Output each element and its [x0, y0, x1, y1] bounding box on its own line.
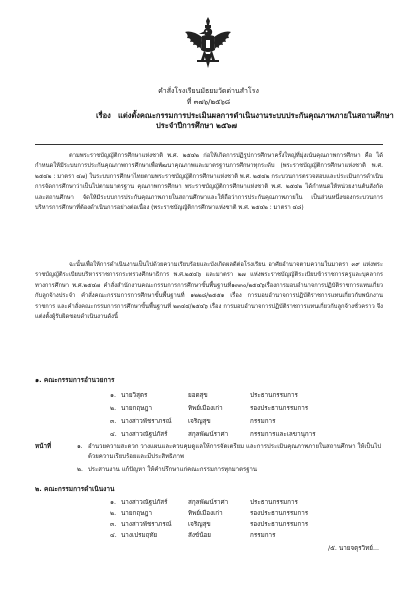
member-number: ๑.: [110, 499, 116, 506]
member-role: กรรมการและเลขานุการ: [250, 431, 316, 438]
member-number: ๒.: [110, 510, 117, 517]
committee-row: [0, 430, 417, 440]
member-name: นายกฤษฎา: [121, 510, 153, 517]
committee-row: [0, 417, 417, 427]
subject-line-1: แต่งตั้งคณะกรรมการประเมินผลการดำเนินงานระบบประกันคุณภาพภายในสถานศึกษา: [118, 111, 394, 120]
member-role: รองประธานกรรมการ: [250, 510, 309, 517]
member-surname: สกุลพัฒน์ราศา: [188, 499, 229, 506]
order-number: ที่ ๓๗๖/๒๕๖๘: [186, 98, 231, 106]
committee-row: [0, 404, 417, 414]
member-name: นายกฤษฎา: [121, 405, 153, 412]
member-number: ๒.: [110, 405, 117, 412]
duty-item: [77, 442, 382, 462]
committee-row: [0, 531, 417, 541]
member-number: ๓.: [110, 521, 117, 528]
committee-row: [0, 391, 417, 401]
header-divider: [35, 144, 383, 145]
paragraph-1-text: ตามพระราชบัญญัติการศึกษาแห่งชาติ พ.ศ. ๒๕๔๒ ก่อให้เกิดการปฏิรูปการศึกษาครั้งใหญ่ที่มุ่งเน้นคุณภาพการศึกษา คือ ได้กำหนดให้มีระบบการประกันคุณภาพการศึกษาเพื่อพัฒนาคุณภาพและมาตรฐานการศึกษาทุกระดับ (พระราชบัญญัติการศึกษาแห่งชาติ พ.ศ. ๒๕๔๒ : มาตรา ๔๗) ในระบบการศึกษาไทยตามพระราชบัญญัติการศึกษาแห่งชาติ พ.ศ. ๒๕๔๒ กระบวนการตรวจสอบและประเมินการดำเนินการจัดการศึกษาว่าเป็นไปตามมาตรฐาน คุณภาพการศึกษา พระราชบัญญัติการศึกษาแห่งชาติ พ.ศ. ๒๕๔๒ ได้กำหนดให้หน่วยงานต้นสังกัดและสถานศึกษา จัดให้มีระบบการประกันคุณภาพภายในสถานศึกษาและให้ถือว่าการประกันคุณภาพภายใน เป็นส่วนหนึ่งของกระบวนการบริหารการศึกษาที่ต้องดำเนินการอย่างต่อเนื่อง (พระราชบัญญัติการศึกษาแห่งชาติ พ.ศ. ๒๕๔๒ : มาตรา ๔๘): [35, 153, 383, 212]
order-subject: [96, 111, 396, 131]
member-role: ประธานกรรมการ: [250, 499, 298, 506]
member-surname: เจริญสุข: [188, 418, 211, 425]
garuda-emblem-icon: [183, 16, 233, 72]
member-role: รองประธานกรรมการ: [250, 405, 309, 412]
section-2-title: ๒. คณะกรรมการดำเนินงาน: [35, 485, 115, 493]
duty-number: ๑.: [77, 443, 83, 450]
member-number: ๔.: [110, 431, 117, 438]
member-name: นางสาวณัฐปภัสร์: [121, 431, 168, 438]
duty-label: หน้าที่: [35, 443, 52, 450]
member-role: รองประธานกรรมการ: [250, 521, 309, 528]
duty-text: อำนวยความสะดวก วางแผนและควบคุมดูแลให้การจัดเตรียม และการประเมินคุณภาพภายในสถานศึกษา ให้เป็นไปด้วยความเรียบร้อยและมีประสิทธิภาพ: [88, 443, 382, 460]
committee-row: [0, 498, 417, 508]
member-surname: สกุลพัฒน์ราศา: [188, 431, 229, 438]
duty-text: ประสานงาน แก้ปัญหา ให้คำปรึกษาแก่คณะกรรมการทุกมาตรฐาน: [88, 466, 257, 473]
member-surname: ยอดสุข: [188, 392, 208, 399]
member-surname: สังข์น้อย: [188, 532, 211, 539]
subject-line-2: ประจำปีการศึกษา ๒๕๖๗: [156, 121, 238, 130]
page-continuation: /๕. นายจตุรวิทย์...: [328, 545, 379, 552]
member-name: นางสาวณัฐปภัสร์: [121, 499, 168, 506]
member-name: นางเปรมฤทัย: [121, 532, 158, 539]
member-number: ๔.: [110, 532, 117, 539]
member-name: นายวิสุตร: [121, 392, 148, 399]
member-number: ๑.: [110, 392, 116, 399]
paragraph-2: [35, 260, 383, 322]
committee-row: [0, 509, 417, 519]
member-name: นางสาวพัชราภรณ์: [121, 521, 172, 528]
member-role: กรรมการ: [250, 532, 276, 539]
member-name: นางสาวพัชราภรณ์: [121, 418, 172, 425]
paragraph-1: [35, 151, 383, 213]
member-surname: เจริญสุข: [188, 521, 211, 528]
member-surname: ทิพย์เมืองเก่า: [188, 510, 223, 517]
committee-row: [0, 520, 417, 530]
duty-item: [77, 465, 382, 475]
order-title: คำสั่งโรงเรียนมัธยมวัดด่านสำโรง: [158, 87, 259, 95]
duty-number: ๒.: [77, 466, 83, 473]
member-surname: ทิพย์เมืองเก่า: [188, 405, 223, 412]
member-role: กรรมการ: [250, 418, 276, 425]
member-number: ๓.: [110, 418, 117, 425]
paragraph-2-text: ฉะนั้นเพื่อให้การดำเนินงานเป็นไปด้วยความเรียบร้อยและบังเกิดผลดีต่อโรงเรียน อาศัยอำนาจตามความในมาตรา ๓๙ แห่งพระราชบัญญัติระเบียบบริหารราชการกระทรวงศึกษาธิการ พ.ศ.๒๕๔๖ และมาตรา ๒๗ แห่งพระราชบัญญัติระเบียบข้าราชการครูและบุคลากรทางการศึกษา พ.ศ.๒๕๔๗ คำสั่งสำนักงานคณะกรรมการการศึกษาขั้นพื้นฐานที่๑๓๓๐/๒๕๔๖เรื่องการมอบอำนาจการปฏิบัติราชการแทนเกี่ยวกับลูกจ้างประจำ คำสั่งคณะกรรมการการศึกษาขั้นพื้นฐานที่ ๑๒๒๘/๒๕๕๑ เรื่อง การมอบอำนาจการปฏิบัติราชการแทนเกี่ยวกับพนักงานราชการ และคำสั่งคณะกรรมการการศึกษาขั้นพื้นฐานที่ ๒๓๔๔/๒๕๔๖ เรื่อง การมอบอำนาจการปฏิบัติราชการแทนเกี่ยวกับลูกจ้างชั่วคราว จึงแต่งตั้งผู้รับผิดชอบดำเนินงานดังนี้: [35, 262, 383, 321]
subject-label: เรื่อง: [96, 111, 111, 120]
member-role: ประธานกรรมการ: [250, 392, 298, 399]
section-1-title: ๑. คณะกรรมการอำนวยการ: [35, 376, 115, 384]
